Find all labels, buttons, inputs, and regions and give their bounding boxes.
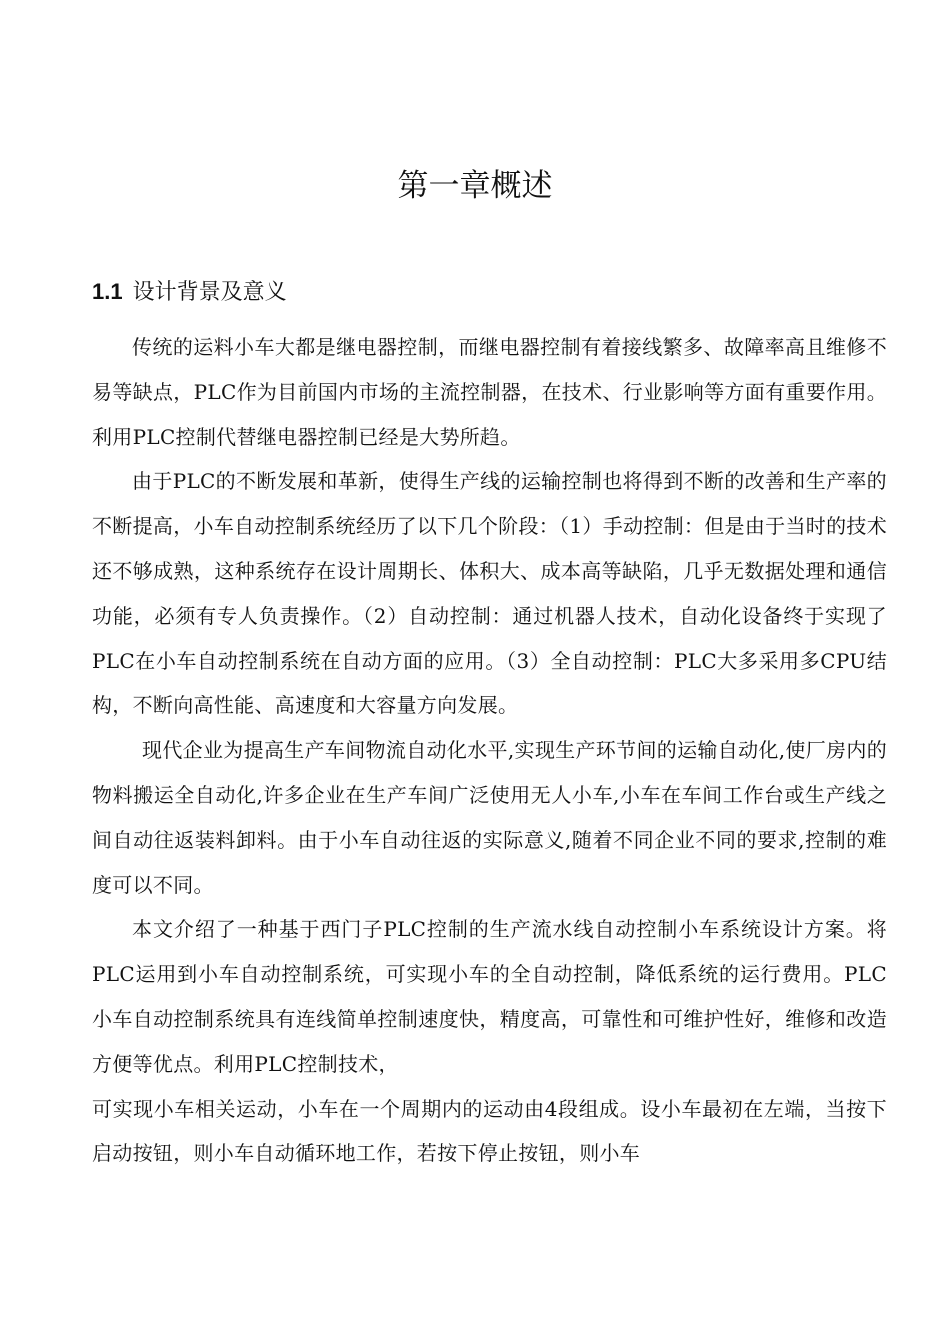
paragraph-development: 由于PLC的不断发展和革新，使得生产线的运输控制也将得到不断的改善和生产率的不断提高，小车自动控制系统经历了以下几个阶段：（1）手动控制：但是由于当时的技术还不够成熟，这种系统存在设计周期长、体积大、成本高等缺陷，几乎无数据处理和通信功能，必须有专人负责操作。（2）自动控制：通过机器人技术，自动化设备终于实现了PLC在小车自动控制系统在自动方面的应用。（3）全自动控制：PLC大多采用多CPU结构，不断向高性能、高速度和大容量方向发展。 (92, 469, 887, 718)
section-heading (92, 274, 287, 311)
chapter-title: 第一章概述 (397, 168, 553, 204)
paragraph-motion: 可实现小车相关运动，小车在一个周期内的运动由4段组成。设小车最初在左端，当按下启动按钮，则小车自动循环地工作，若按下停止按钮，则小车 (92, 1096, 887, 1166)
section-number: 1.1 (92, 279, 123, 304)
paragraph-introduction: 本文介绍了一种基于西门子PLC控制的生产流水线自动控制小车系统设计方案。将PLC运用到小车自动控制系统，可实现小车的全自动控制，降低系统的运行费用。PLC小车自动控制系统具有连线简单控制速度快，精度高，可靠性和可维护性好，维修和改造方便等优点。利用PLC控制技术， (92, 917, 887, 1076)
paragraph-background: 传统的运料小车大都是继电器控制，而继电器控制有着接线繁多、故障率高且维修不易等缺点，PLC作为目前国内市场的主流控制器，在技术、行业影响等方面有重要作用。利用PLC控制代替继电器控制已经是大势所趋。 (92, 335, 887, 449)
document-body (92, 325, 887, 1176)
section-title: 设计背景及意义 (132, 280, 287, 305)
paragraph-modern-enterprise: 现代企业为提高生产车间物流自动化水平,实现生产环节间的运输自动化,使厂房内的物料搬运全自动化,许多企业在生产车间广泛使用无人小车,小车在车间工作台或生产线之间自动往返装料卸料。由于小车自动往返的实际意义,随着不同企业不同的要求,控制的难度可以不同。 (92, 738, 887, 897)
